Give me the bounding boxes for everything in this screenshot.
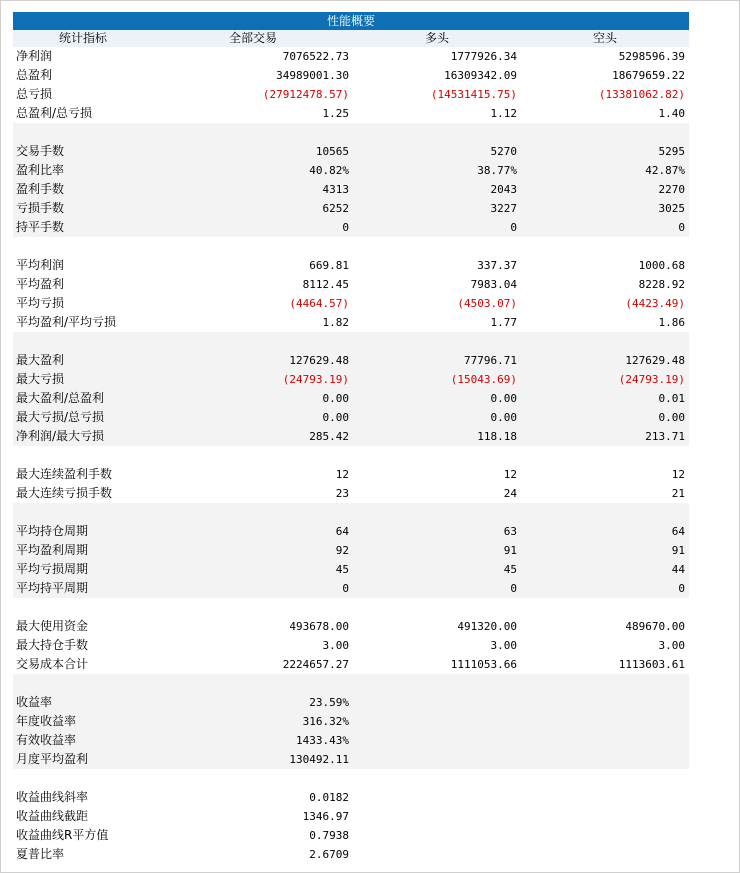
- value-all-trades: 45: [335, 563, 349, 576]
- value-long: 7983.04: [470, 278, 517, 291]
- value-long: 0: [510, 582, 517, 595]
- group-spacer: [13, 769, 689, 788]
- table-row: [13, 560, 689, 579]
- table-row: [13, 161, 689, 180]
- value-long: 0: [510, 221, 517, 234]
- metric-group: [13, 674, 689, 769]
- value-long: 3.00: [490, 639, 517, 652]
- table-row: [13, 693, 689, 712]
- value-long: 38.77%: [477, 164, 517, 177]
- value-long: 1.12: [490, 107, 517, 120]
- metric-group: [13, 769, 689, 864]
- value-long: (4503.07): [457, 297, 517, 310]
- metric-label: 最大亏损: [16, 372, 65, 386]
- table-row: [13, 370, 689, 389]
- value-short: 0: [678, 582, 685, 595]
- value-short: 5298596.39: [618, 50, 685, 63]
- table-row: [13, 351, 689, 370]
- value-all-trades: 4313: [322, 183, 349, 196]
- value-long: 118.18: [477, 430, 517, 443]
- table-body: [13, 47, 689, 864]
- value-all-trades: 0.00: [322, 392, 349, 405]
- metric-label: 平均持平周期: [16, 581, 89, 595]
- metric-label: 最大亏损/总亏损: [16, 410, 105, 424]
- value-long: [353, 750, 521, 769]
- metric-label: 总盈利: [16, 68, 53, 82]
- metric-group: [13, 47, 689, 123]
- value-all-trades: 34989001.30: [276, 69, 349, 82]
- column-header-row: [13, 30, 689, 47]
- value-long: 5270: [490, 145, 517, 158]
- value-long: 12: [503, 468, 517, 481]
- metric-label: 最大盈利: [16, 353, 65, 367]
- table-row: [13, 636, 689, 655]
- metric-label: 平均利润: [16, 258, 65, 272]
- value-short: 1.40: [658, 107, 685, 120]
- table-row: [13, 256, 689, 275]
- value-all-trades: 0.0182: [309, 791, 349, 804]
- table-row: [13, 712, 689, 731]
- value-long: 337.37: [477, 259, 517, 272]
- value-short: 12: [671, 468, 685, 481]
- value-all-trades: 40.82%: [309, 164, 349, 177]
- metric-label: 收益曲线R平方值: [16, 828, 109, 842]
- table-row: [13, 66, 689, 85]
- value-long: 91: [503, 544, 517, 557]
- table-row: [13, 826, 689, 845]
- value-all-trades: 127629.48: [289, 354, 349, 367]
- table-row: [13, 199, 689, 218]
- value-long: 1.77: [490, 316, 517, 329]
- header-metric: 统计指标: [58, 31, 107, 45]
- value-long: 2043: [490, 183, 517, 196]
- value-all-trades: 316.32%: [302, 715, 349, 728]
- metric-label: 盈利手数: [16, 182, 65, 196]
- metric-label: 月度平均盈利: [16, 752, 89, 766]
- metric-label: 净利润/最大亏损: [16, 429, 105, 443]
- value-long: 24: [503, 487, 517, 500]
- value-short: 1.86: [658, 316, 685, 329]
- table-row: [13, 465, 689, 484]
- metric-label: 交易手数: [16, 144, 65, 158]
- value-short: [521, 750, 689, 769]
- metric-label: 最大使用资金: [16, 619, 89, 633]
- value-all-trades: 6252: [322, 202, 349, 215]
- value-short: (13381062.82): [598, 88, 685, 101]
- value-short: 1000.68: [638, 259, 685, 272]
- metric-label: 平均持仓周期: [16, 524, 89, 538]
- value-all-trades: 669.81: [309, 259, 349, 272]
- value-short: 5295: [658, 145, 685, 158]
- table-row: [13, 218, 689, 237]
- value-all-trades: 7076522.73: [282, 50, 349, 63]
- table-row: [13, 427, 689, 446]
- value-short: 42.87%: [645, 164, 685, 177]
- value-short: 64: [671, 525, 685, 538]
- value-long: [353, 826, 521, 845]
- value-short: 0: [678, 221, 685, 234]
- header-short: 空头: [592, 31, 617, 45]
- table-row: [13, 142, 689, 161]
- header-long: 多头: [424, 31, 449, 45]
- group-spacer: [13, 237, 689, 256]
- value-all-trades: (4464.57): [289, 297, 349, 310]
- value-short: [521, 807, 689, 826]
- table-row: [13, 788, 689, 807]
- metric-label: 平均亏损周期: [16, 562, 89, 576]
- value-long: 1777926.34: [450, 50, 517, 63]
- value-short: [521, 693, 689, 712]
- group-spacer: [13, 674, 689, 693]
- value-long: 3227: [490, 202, 517, 215]
- value-all-trades: 12: [335, 468, 349, 481]
- value-long: [353, 693, 521, 712]
- value-long: [353, 807, 521, 826]
- value-all-trades: (27912478.57): [262, 88, 349, 101]
- value-all-trades: 23: [335, 487, 349, 500]
- value-short: 489670.00: [625, 620, 685, 633]
- report-title: 性能概要: [13, 12, 689, 30]
- metric-group: [13, 237, 689, 332]
- table-row: [13, 579, 689, 598]
- group-spacer: [13, 446, 689, 465]
- value-short: 21: [671, 487, 685, 500]
- metric-group: [13, 446, 689, 503]
- metric-group: [13, 123, 689, 237]
- value-all-trades: 1346.97: [302, 810, 349, 823]
- value-all-trades: (24793.19): [282, 373, 349, 386]
- header-all-trades: 全部交易: [228, 31, 277, 45]
- value-short: 0.00: [658, 411, 685, 424]
- value-short: [521, 712, 689, 731]
- group-spacer: [13, 332, 689, 351]
- value-all-trades: 0: [342, 221, 349, 234]
- value-all-trades: 2.6709: [309, 848, 349, 861]
- metric-label: 持平手数: [16, 220, 65, 234]
- value-long: (15043.69): [450, 373, 517, 386]
- value-all-trades: 3.00: [322, 639, 349, 652]
- metric-label: 最大盈利/总盈利: [16, 391, 105, 405]
- value-long: 16309342.09: [444, 69, 517, 82]
- value-all-trades: 285.42: [309, 430, 349, 443]
- table-row: [13, 731, 689, 750]
- value-short: 18679659.22: [612, 69, 685, 82]
- table-row: [13, 313, 689, 332]
- group-spacer: [13, 123, 689, 142]
- value-short: [521, 826, 689, 845]
- value-all-trades: 1433.43%: [296, 734, 349, 747]
- performance-report: [13, 12, 689, 864]
- metric-label: 收益曲线斜率: [16, 790, 89, 804]
- value-all-trades: 64: [335, 525, 349, 538]
- value-short: (4423.49): [625, 297, 685, 310]
- value-all-trades: 130492.11: [289, 753, 349, 766]
- metric-label: 平均盈利/平均亏损: [16, 315, 117, 329]
- table-row: [13, 85, 689, 104]
- metric-label: 有效收益率: [16, 733, 77, 747]
- metric-label: 总盈利/总亏损: [16, 106, 93, 120]
- metric-label: 亏损手数: [16, 201, 65, 215]
- value-long: (14531415.75): [430, 88, 517, 101]
- metric-label: 平均亏损: [16, 296, 65, 310]
- table-row: [13, 807, 689, 826]
- value-short: 0.01: [658, 392, 685, 405]
- metric-label: 收益率: [16, 695, 53, 709]
- metric-label: 收益曲线截距: [16, 809, 89, 823]
- value-short: 91: [671, 544, 685, 557]
- value-long: 45: [503, 563, 517, 576]
- table-row: [13, 275, 689, 294]
- table-row: [13, 389, 689, 408]
- group-spacer: [13, 598, 689, 617]
- value-all-trades: 23.59%: [309, 696, 349, 709]
- table-row: [13, 522, 689, 541]
- value-long: 77796.71: [464, 354, 517, 367]
- table-row: [13, 750, 689, 769]
- value-all-trades: 493678.00: [289, 620, 349, 633]
- metric-label: 最大连续盈利手数: [16, 467, 113, 481]
- metric-label: 平均盈利周期: [16, 543, 89, 557]
- value-long: [353, 731, 521, 750]
- table-row: [13, 408, 689, 427]
- value-all-trades: 1.25: [322, 107, 349, 120]
- metric-label: 年度收益率: [16, 714, 77, 728]
- value-long: 1111053.66: [450, 658, 517, 671]
- value-long: 491320.00: [457, 620, 517, 633]
- metric-label: 平均盈利: [16, 277, 65, 291]
- value-short: 2270: [658, 183, 685, 196]
- value-long: 63: [503, 525, 517, 538]
- value-all-trades: 0.7938: [309, 829, 349, 842]
- table-row: [13, 47, 689, 66]
- metric-label: 盈利比率: [16, 163, 65, 177]
- value-short: [521, 731, 689, 750]
- value-short: 213.71: [645, 430, 685, 443]
- metric-group: [13, 598, 689, 674]
- value-short: 127629.48: [625, 354, 685, 367]
- table-row: [13, 655, 689, 674]
- table-row: [13, 484, 689, 503]
- metric-label: 夏普比率: [16, 847, 65, 861]
- value-short: [521, 845, 689, 864]
- table-row: [13, 104, 689, 123]
- value-long: [353, 788, 521, 807]
- value-short: 3.00: [658, 639, 685, 652]
- metric-group: [13, 503, 689, 598]
- table-row: [13, 845, 689, 864]
- value-long: 0.00: [490, 392, 517, 405]
- metric-label: 净利润: [16, 49, 53, 63]
- metric-group: [13, 332, 689, 446]
- value-all-trades: 10565: [315, 145, 349, 158]
- metric-label: 最大连续亏损手数: [16, 486, 113, 500]
- value-short: (24793.19): [618, 373, 685, 386]
- metric-label: 总亏损: [16, 87, 53, 101]
- value-short: [521, 788, 689, 807]
- value-short: 8228.92: [638, 278, 685, 291]
- value-all-trades: 92: [335, 544, 349, 557]
- value-long: [353, 845, 521, 864]
- value-all-trades: 2224657.27: [282, 658, 349, 671]
- value-all-trades: 0: [342, 582, 349, 595]
- value-all-trades: 8112.45: [302, 278, 349, 291]
- table-row: [13, 180, 689, 199]
- value-short: 44: [671, 563, 685, 576]
- value-long: [353, 712, 521, 731]
- table-row: [13, 294, 689, 313]
- value-short: 3025: [658, 202, 685, 215]
- table-row: [13, 617, 689, 636]
- group-spacer: [13, 503, 689, 522]
- value-short: 1113603.61: [618, 658, 685, 671]
- value-all-trades: 1.82: [322, 316, 349, 329]
- table-row: [13, 541, 689, 560]
- metric-label: 最大持仓手数: [16, 638, 89, 652]
- value-long: 0.00: [490, 411, 517, 424]
- metric-label: 交易成本合计: [16, 657, 89, 671]
- value-all-trades: 0.00: [322, 411, 349, 424]
